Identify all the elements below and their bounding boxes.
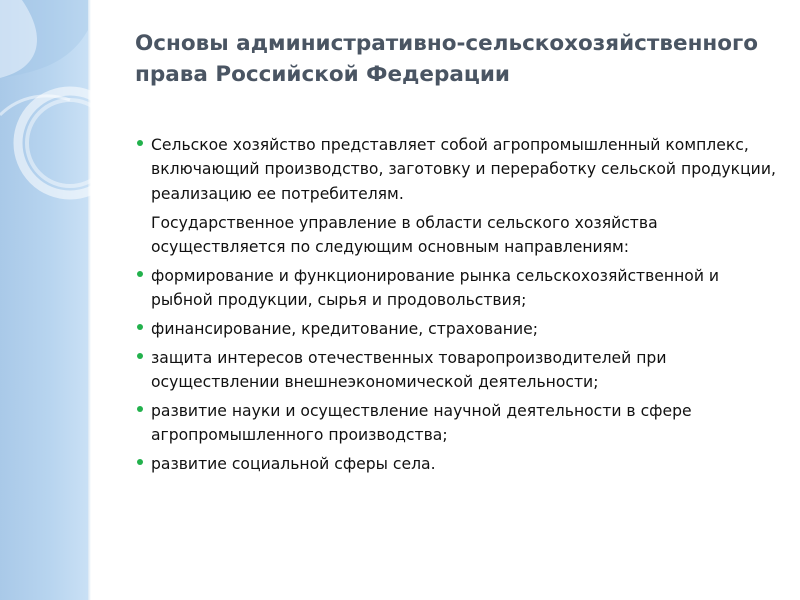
bullet-list [137, 133, 782, 481]
slide-title: Основы административно-сельскохозяйственного права Российской Федерации [135, 31, 759, 87]
list-item [137, 399, 782, 448]
green-dot-bullet-icon [137, 459, 143, 465]
list-item-text: формирование и функционирование рынка сельскохозяйственной и рыбной продукции, сырья и продовольствия; [151, 266, 720, 310]
list-item [137, 452, 782, 476]
list-item [137, 264, 782, 313]
list-item-text: защита интересов отечественных товаропроизводителей при осуществлении внешнеэкономической деятельности; [151, 348, 667, 392]
concentric-circles-decoration [0, 0, 100, 220]
green-dot-bullet-icon [137, 324, 143, 330]
list-item [137, 211, 782, 260]
list-item [137, 346, 782, 395]
green-dot-bullet-icon [137, 353, 143, 359]
list-item-text: развитие социальной сферы села. [151, 455, 436, 474]
list-item-text: Сельское хозяйство представляет собой агропромышленный комплекс, включающий производство, заготовку и переработку сельской продукции, реализацию ее потребителям. [151, 136, 776, 203]
list-item-text: финансирование, кредитование, страхование; [151, 320, 538, 339]
green-dot-bullet-icon [137, 406, 143, 412]
green-dot-bullet-icon [137, 140, 143, 146]
list-item [137, 317, 782, 341]
list-item [137, 133, 782, 206]
list-item-text: развитие науки и осуществление научной деятельности в сфере агропромышленного производства; [151, 401, 692, 445]
list-item-text: Государственное управление в области сельского хозяйства осуществляется по следующим основным направлениям: [151, 213, 658, 257]
green-dot-bullet-icon [137, 271, 143, 277]
